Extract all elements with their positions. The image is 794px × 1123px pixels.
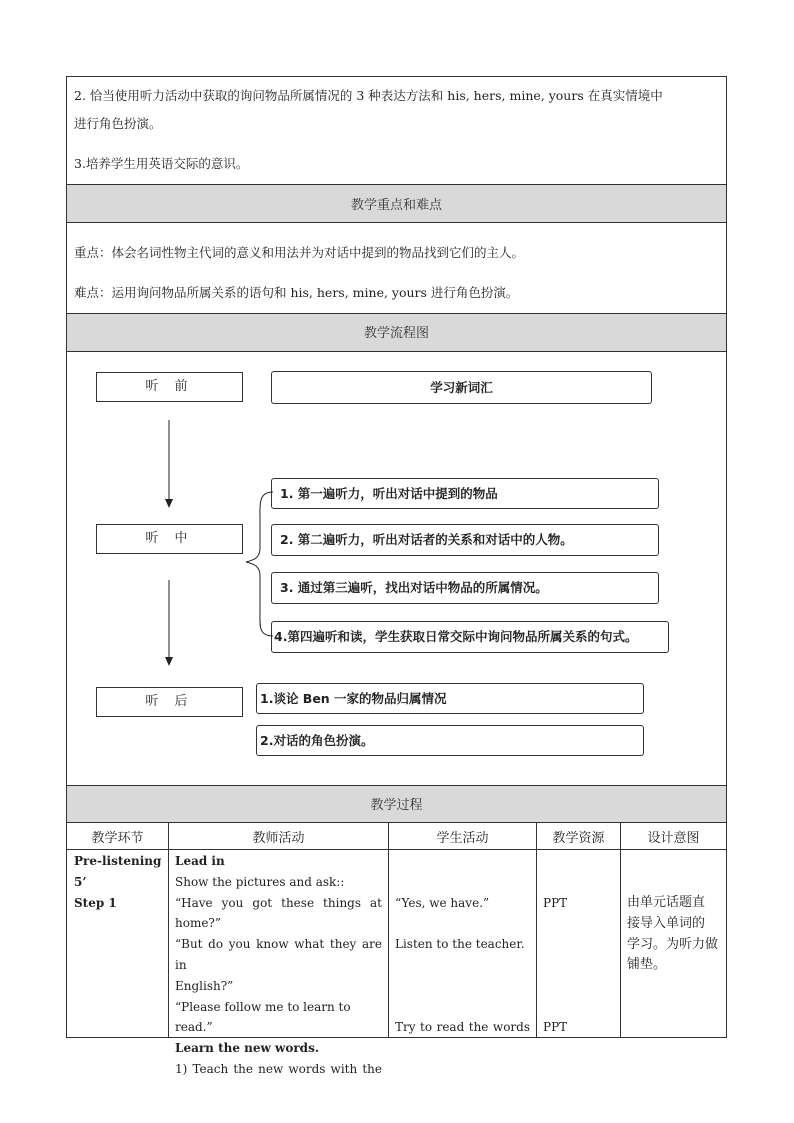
teacher-line: English?”: [175, 978, 234, 993]
while-step-1: 1. 第一遍听力，听出对话中提到的物品: [271, 478, 659, 509]
flow-arrows: [140, 410, 280, 680]
stage-cell: [74, 851, 161, 913]
divider: [66, 849, 727, 850]
post-step-2: 2.对话的角色扮演。: [256, 725, 644, 756]
column-divider: [536, 822, 537, 1038]
header-resources: 教学资源: [552, 831, 605, 846]
while-step-4: 4.第四遍听和读，学生获取日常交际中询问物品所属关系的句式。: [271, 621, 669, 653]
arrow-head-2-icon: [165, 657, 173, 666]
resource-item: PPT: [543, 896, 568, 910]
stage-while-listening: 听 中: [96, 524, 243, 554]
objective-3: 3.培养学生用英语交际的意识。: [74, 156, 249, 171]
header-stage: 教学环节: [91, 831, 144, 846]
intent-line: 铺垫。: [627, 957, 667, 973]
teacher-line: 1) Teach the new words with the: [175, 1061, 382, 1076]
teacher-line: home?”: [175, 916, 222, 931]
brace-icon: [246, 492, 273, 636]
divider: [66, 822, 727, 823]
post-step-1: 1.谈论 Ben 一家的物品归属情况: [256, 683, 644, 714]
pre-step-box: 学习新词汇: [271, 371, 652, 404]
objective-2-line-2: 进行角色扮演。: [74, 116, 162, 131]
header-teacher: 教师活动: [252, 831, 305, 846]
stage-post-listening: 听 后: [96, 687, 243, 717]
stage-step: Step 1: [74, 895, 117, 910]
header-student: 学生活动: [436, 831, 489, 846]
teacher-activity-cell: [175, 851, 382, 1080]
while-step-3: 3. 通过第三遍听，找出对话中物品的所属情况。: [271, 572, 659, 604]
intent-line: 学习。为听力做: [627, 936, 719, 952]
teacher-line: “Please follow me to learn to read.”: [175, 999, 351, 1035]
while-step-2: 2. 第二遍听力，听出对话者的关系和对话中的人物。: [271, 524, 659, 556]
intent-line: 由单元话题直: [627, 895, 706, 910]
student-line: Listen to the teacher.: [395, 937, 525, 951]
column-divider: [168, 822, 169, 1038]
column-divider: [620, 822, 621, 1038]
focus-text: 重点：体会名词性物主代词的意义和用法并为对话中提到的物品找到它们的主人。: [74, 245, 525, 260]
arrow-head-1-icon: [165, 499, 173, 508]
intent-line: 接导入单词的: [627, 915, 706, 931]
objective-2-line-1: 2. 恰当使用听力活动中获取的询问物品所属情况的 3 种表达方法和 his, hers, mine, yours 在真实情境中: [74, 88, 663, 103]
stage-pre-listening: 听 前: [96, 372, 243, 402]
section-title-key-points: 教学重点和难点: [350, 198, 442, 213]
header-intent: 设计意图: [647, 831, 700, 846]
student-line: “Yes, we have.”: [395, 896, 490, 910]
section-title-flowchart: 教学流程图: [363, 326, 429, 341]
divider: [66, 351, 727, 352]
stage-name: Pre-listening: [74, 854, 162, 868]
section-title-process: 教学过程: [370, 798, 423, 813]
teacher-line-heading: Lead in: [175, 854, 225, 868]
teacher-line: “But do you know what they are in: [175, 937, 382, 972]
teacher-line: “Have you got these things at: [175, 895, 382, 910]
divider: [66, 222, 727, 223]
teacher-line-heading: Learn the new words.: [175, 1041, 319, 1056]
stage-time: 5’: [74, 874, 87, 889]
student-line: Try to read the words: [395, 1020, 530, 1034]
intent-cell: [627, 893, 718, 976]
difficulty-text: 难点：运用询问物品所属关系的语句和 his, hers, mine, yours 进行角色扮演。: [74, 285, 519, 300]
teacher-line: Show the pictures and ask::: [175, 874, 345, 889]
column-divider: [388, 822, 389, 1038]
resource-item: PPT: [543, 1020, 568, 1034]
